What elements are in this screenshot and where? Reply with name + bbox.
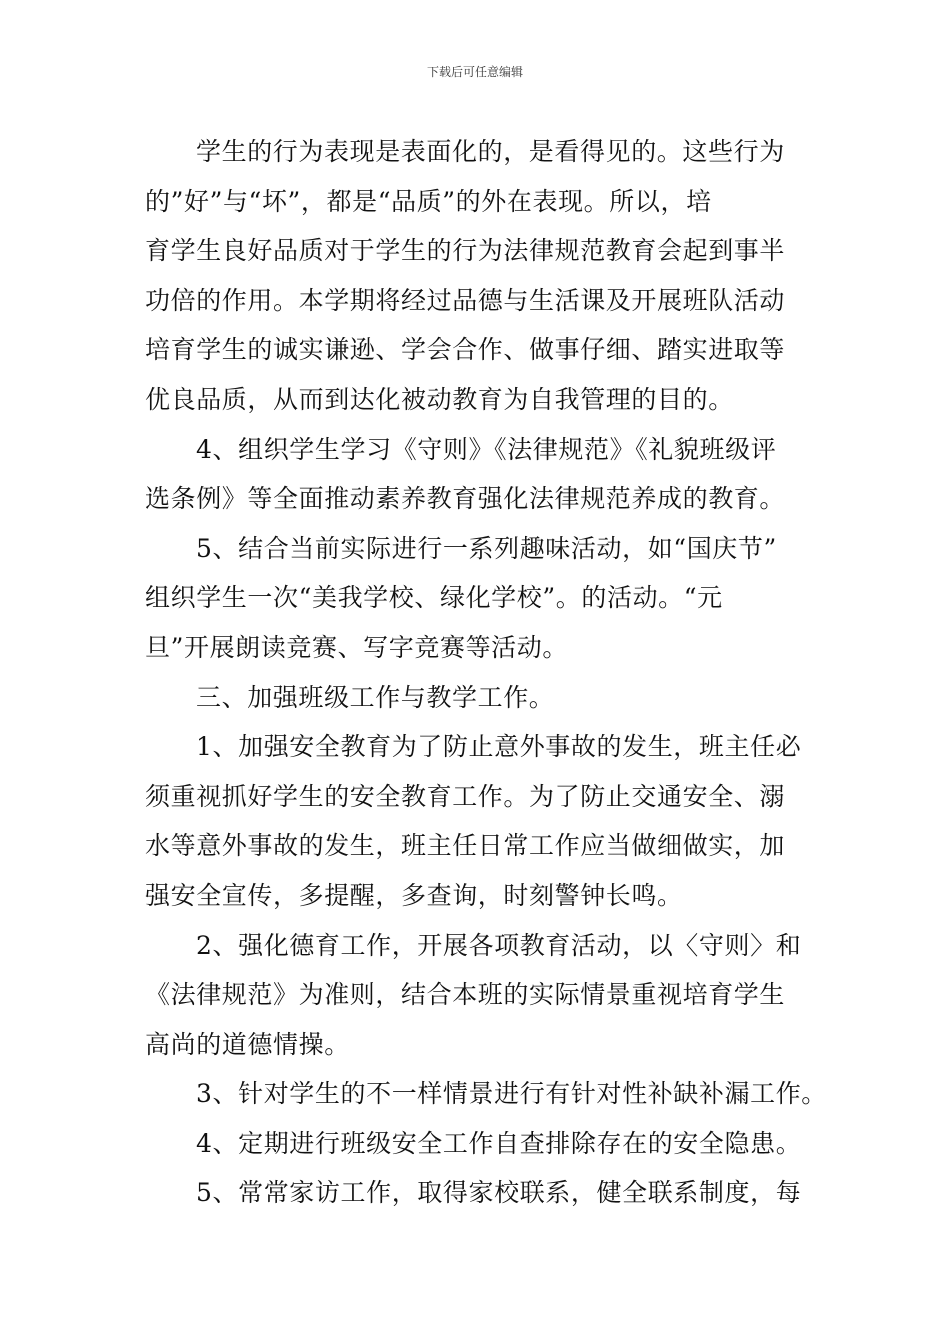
- text-line: 功倍的作用。本学期将经过品德与生活课及开展班队活动: [145, 285, 786, 315]
- text-line: 学生的行为表现是表面化的，是看得见的。这些行为: [196, 137, 785, 166]
- text-line: 4、定期进行班级安全工作自查排除存在的安全隐患。: [196, 1128, 802, 1158]
- page-header: 下载后可任意编辑: [426, 65, 523, 79]
- text-line: 2、强化德育工作，开展各项教育活动，以〈守则〉和: [196, 930, 802, 960]
- text-line: 水等意外事故的发生，班主任日常工作应当做细做实，加: [145, 831, 786, 861]
- document-body: [145, 127, 827, 1218]
- text-line: 优良品质，从而到达化被动教育为自我管理的目的。: [145, 384, 734, 414]
- text-line: 高尚的道德情操。: [145, 1029, 350, 1059]
- text-line: 3、针对学生的不一样情景进行有针对性补缺补漏工作。: [196, 1079, 827, 1109]
- text-line: 育学生良好品质对于学生的行为法律规范教育会起到事半: [145, 236, 786, 266]
- text-line: 旦”开展朗读竞赛、写字竞赛等活动。: [145, 632, 568, 662]
- text-line: 5、结合当前实际进行一系列趣味活动，如“国庆节”: [196, 533, 777, 563]
- text-line: 4、组织学生学习《守则》《法律规范》《礼貌班级评: [196, 434, 777, 464]
- text-line: 强安全宣传，多提醒，多查询，时刻警钟长鸣。: [145, 880, 683, 910]
- text-line: 选条例》等全面推动素养教育强化法律规范养成的教育。: [145, 484, 786, 514]
- text-line: 组织学生一次“美我学校、绿化学校”。的活动。“元: [145, 583, 723, 613]
- text-line: 培育学生的诚实谦逊、学会合作、做事仔细、踏实进取等: [145, 335, 786, 365]
- text-line: 《法律规范》为准则，结合本班的实际情景重视培育学生: [145, 980, 786, 1010]
- text-line: 1、加强安全教育为了防止意外事故的发生，班主任必: [196, 732, 802, 762]
- text-line: 5、常常家访工作，取得家校联系，健全联系制度，每: [196, 1178, 802, 1208]
- text-line: 须重视抓好学生的安全教育工作。为了防止交通安全、溺: [145, 781, 786, 811]
- text-line: 三、加强班级工作与教学工作。: [196, 682, 555, 712]
- text-line: 的”好”与“坏”，都是“品质”的外在表现。所以，培: [145, 186, 712, 216]
